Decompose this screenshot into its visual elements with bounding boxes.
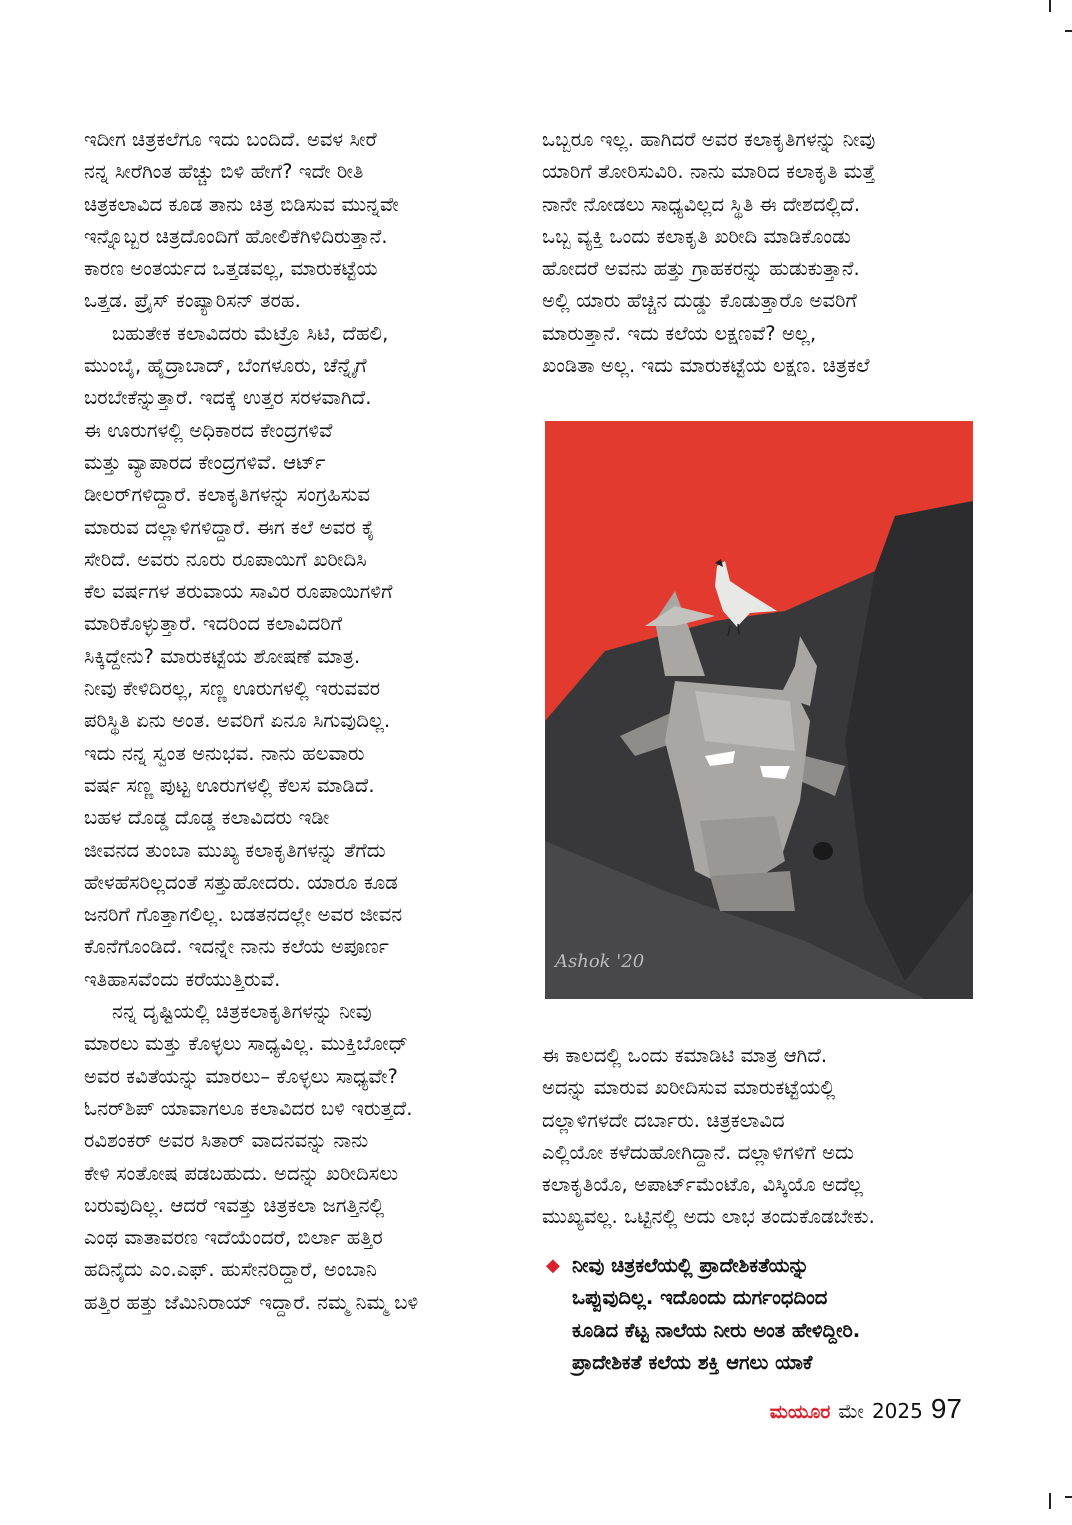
text-line: ಕೊನೆಗೊಂಡಿದೆ. ಇದನ್ನೇ ನಾನು ಕಲೆಯ ಅಪೂರ್ಣ [84,935,389,959]
text-line: ಈ ಊರುಗಳಲ್ಲಿ ಅಧಿಕಾರದ ಕೇಂದ್ರಗಳಿವೆ [84,418,333,442]
text-line: ಜೀವನದ ತುಂಬಾ ಮುಖ್ಯ ಕಲಾಕೃತಿಗಳನ್ನು ತೆಗೆದು [84,838,386,862]
text-line: ರವಿಶಂಕರ್ ಅವರ ಸಿತಾರ್ ವಾದನವನ್ನು ನಾನು [84,1129,369,1153]
text-line: ಮುಖ್ಯವಲ್ಲ. ಒಟ್ಟಿನಲ್ಲಿ ಅದು ಲಾಭ ತಂದುಕೊಡಬೇಕು. [542,1205,875,1229]
text-line: ಒಬ್ಬ ವ್ಯಕ್ತಿ ಒಂದು ಕಲಾಕೃತಿ ಖರೀದಿ ಮಾಡಿಕೊಂಡು [542,224,851,248]
crop-mark [1065,1496,1072,1498]
crop-mark [1065,30,1072,32]
text-line: ಹತ್ತಿರ ಹತ್ತು ಜೆಮಿನಿರಾಯ್ ಇದ್ದಾರೆ. ನಮ್ಮ ನಿಮ್ಮ ಬಳಿ [84,1290,419,1314]
question-line: ಕೂಡಿದ ಕೆಟ್ಟ ನಾಲೆಯ ನೀರು ಅಂತ ಹೇಳಿದ್ದೀರಿ. [572,1318,861,1342]
question-text [546,1250,966,1379]
text-line: ಮಾರುತ್ತಾನೆ. ಇದು ಕಲೆಯ ಲಕ್ಷಣವೆ? ಅಲ್ಲ, [542,321,817,345]
page-number: 97 [930,1393,962,1424]
text-line: ಇದು ನನ್ನ ಸ್ವಂತ ಅನುಭವ. ನಾನು ಹಲವಾರು [84,741,365,765]
text-line: ನೀವು ಕೇಳಿದಿರಲ್ಲ, ಸಣ್ಣ ಊರುಗಳಲ್ಲಿ ಇರುವವರ [84,677,381,701]
left-column [84,124,504,1319]
text-line: ಒತ್ತಡ. ಪ್ರೈಸ್ ಕಂಪ್ಯಾರಿಸನ್ ತರಹ. [84,289,301,313]
text-line: ದಲ್ಲಾಳಿಗಳದೇ ದರ್ಬಾರು. ಚಿತ್ರಕಲಾವಿದ [542,1108,785,1132]
text-line: ಓನರ್‌ಶಿಪ್ ಯಾವಾಗಲೂ ಕಲಾವಿದರ ಬಳಿ ಇರುತ್ತದೆ. [84,1096,413,1120]
text-line: ಮಾರಿಕೊಳ್ಳುತ್ತಾರೆ. ಇದರಿಂದ ಕಲಾವಿದರಿಗೆ [84,612,343,636]
text-line: ಎಂಥ ವಾತಾವರಣ ಇದೆಯೆಂದರೆ, ಬಿರ್ಲಾ ಹತ್ತಿರ [84,1226,383,1250]
text-line: ಖಂಡಿತಾ ಅಲ್ಲ. ಇದು ಮಾರುಕಟ್ಟೆಯ ಲಕ್ಷಣ. ಚಿತ್ರಕಲೆ [542,354,870,378]
text-line: ಹೇಳಹೆಸರಿಲ್ಲದಂತೆ ಸತ್ತುಹೋದರು. ಯಾರೂ ಕೂಡ [84,870,398,894]
page-footer [770,1393,962,1425]
text-line: ವರ್ಷ ಸಣ್ಣ ಪುಟ್ಟ ಊರುಗಳಲ್ಲಿ ಕೆಲಸ ಮಾಡಿದೆ. [84,773,375,797]
text-line: ಅವರ ಕವಿತೆಯನ್ನು ಮಾರಲು– ಕೊಳ್ಳಲು ಸಾಧ್ಯವೇ? [84,1064,398,1088]
crop-mark [1049,0,1051,12]
text-line: ಇನ್ನೊಬ್ಬರ ಚಿತ್ರದೊಂದಿಗೆ ಹೋಲಿಕೆಗಿಳಿದಿರುತ್ತಾನೆ. [84,224,388,248]
text-line: ಡೀಲರ್‌ಗಳಿದ್ದಾರೆ. ಕಲಾಕೃತಿಗಳನ್ನು ಸಂಗ್ರಹಿಸುವ [84,483,371,507]
text-line: ಬರಬೇಕೆನ್ನುತ್ತಾರೆ. ಇದಕ್ಕೆ ಉತ್ತರ ಸರಳವಾಗಿದೆ. [84,386,372,410]
text-line: ಸೇರಿದೆ. ಅವರು ನೂರು ರೂಪಾಯಿಗೆ ಖರೀದಿಸಿ [84,547,367,571]
text-line: ಎಲ್ಲಿಯೋ ಕಳೆದುಹೋಗಿದ್ದಾನೆ. ದಲ್ಲಾಳಿಗಳಿಗೆ ಅದು [542,1140,855,1164]
text-line: ನನ್ನ ದೃಷ್ಟಿಯಲ್ಲಿ ಚಿತ್ರಕಲಾಕೃತಿಗಳನ್ನು ನೀವು [112,1000,372,1024]
issue-year: 2025 [871,1399,923,1423]
question-line: ಒಪ್ಪುವುದಿಲ್ಲ. ಇದೊಂದು ದುರ್ಗಂಧದಿಂದ [572,1286,828,1310]
text-line: ಅದನ್ನು ಮಾರುವ ಖರೀದಿಸುವ ಮಾರುಕಟ್ಟೆಯಲ್ಲಿ [542,1076,836,1100]
text-line: ಕೆಲ ವರ್ಷಗಳ ತರುವಾಯ ಸಾವಿರ ರೂಪಾಯಿಗಳಿಗೆ [84,580,393,604]
bull-eye-right [760,766,790,779]
text-line: ನನ್ನ ಸೀರೆಗಿಂತ ಹೆಚ್ಚು ಬಿಳಿ ಹೇಗೆ? ಇದೇ ರೀತಿ [84,160,364,184]
text-line: ಪರಿಸ್ಥಿತಿ ಏನು ಅಂತ. ಅವರಿಗೆ ಏನೂ ಸಿಗುವುದಿಲ್ಲ. [84,709,391,733]
painting-artwork [545,421,973,999]
text-line: ಇದೀಗ ಚಿತ್ರಕಲೆಗೂ ಇದು ಬಂದಿದೆ. ಅವಳ ಸೀರೆ [84,128,377,151]
text-line: ಕಾರಣ ಅಂತರ್ಯದ ಒತ್ತಡವಲ್ಲ, ಮಾರುಕಟ್ಟೆಯ [84,257,378,281]
text-line: ಹೋದರೆ ಅವನು ಹತ್ತು ಗ್ರಾಹಕರನ್ನು ಹುಡುಕುತ್ತಾನೆ. [542,257,860,281]
text-line: ಕಲಾಕೃತಿಯೊ, ಅಪಾರ್ಟ್‌ಮೆಂಟೊ, ವಿಸ್ಕಿಯೊ ಅದೆಲ್ಲ [542,1173,863,1197]
text-line: ನಾನೇ ನೋಡಲು ಸಾಧ್ಯವಿಲ್ಲದ ಸ್ಥಿತಿ ಈ ದೇಶದಲ್ಲಿದೆ. [542,192,861,216]
diamond-bullet-icon: ◆ [546,1255,560,1276]
text-line: ಕೇಳಿ ಸಂತೋಷ ಪಡಬಹುದು. ಅದನ್ನು ಖರೀದಿಸಲು [84,1161,399,1185]
text-line: ಇತಿಹಾಸವೆಂದು ಕರೆಯುತ್ತಿರುವೆ. [84,967,281,991]
bull-painting [545,421,973,999]
text-line: ಜನರಿಗೆ ಗೊತ್ತಾಗಲಿಲ್ಲ. ಬಡತನದಲ್ಲೇ ಅವರ ಜೀವನ [84,903,403,927]
text-line: ಬರುವುದಿಲ್ಲ. ಆದರೆ ಇವತ್ತು ಚಿತ್ರಕಲಾ ಜಗತ್ತಿನಲ್ಲಿ [84,1193,385,1217]
text-line: ಸಿಕ್ಕಿದ್ದೇನು? ಮಾರುಕಟ್ಟೆಯ ಶೋಷಣೆ ಮಾತ್ರ. [84,644,361,668]
text-line: ಹದಿನೈದು ಎಂ.ಎಫ್. ಹುಸೇನರಿದ್ದಾರೆ, ಅಂಬಾನಿ [84,1258,377,1282]
text-line: ಮತ್ತು ವ್ಯಾಪಾರದ ಕೇಂದ್ರಗಳಿವೆ. ಆರ್ಟ್ [84,450,326,474]
text-line: ಮಾರಲು ಮತ್ತು ಕೊಳ್ಳಲು ಸಾಧ್ಯವಿಲ್ಲ. ಮುಕ್ತಿಬೋಧ್ [84,1032,408,1056]
crop-mark [1049,1493,1051,1509]
text-line: ಅಲ್ಲಿ ಯಾರು ಹೆಚ್ಚಿನ ದುಡ್ಡು ಕೊಡುತ್ತಾರೊ ಅವರಿಗೆ [542,289,857,313]
bull-nostril [813,842,833,860]
question-line: ಪ್ರಾದೇಶಿಕತೆ ಕಲೆಯ ಶಕ್ತಿ ಆಗಲು ಯಾಕೆ [572,1350,813,1374]
right-column-top [542,124,972,382]
text-line: ಚಿತ್ರಕಲಾವಿದ ಕೂಡ ತಾನು ಚಿತ್ರ ಬಿಡಿಸುವ ಮುನ್ನವೇ [84,192,399,216]
text-line: ಮುಂಬೈ, ಹೈದ್ರಾಬಾದ್, ಬೆಂಗಳೂರು, ಚೆನ್ನೈಗೆ [84,354,367,378]
text-line: ಈ ಕಾಲದಲ್ಲಿ ಒಂದು ಕಮಾಡಿಟಿ ಮಾತ್ರ ಆಗಿದೆ. [542,1044,828,1067]
painting-signature: Ashok '20 [555,951,645,972]
interview-question [546,1250,966,1379]
text-line: ಒಬ್ಬರೂ ಇಲ್ಲ. ಹಾಗಿದರೆ ಅವರ ಕಲಾಕೃತಿಗಳನ್ನು ನೀವು [542,128,876,151]
right-column-bottom [542,1040,972,1234]
text-line: ಯಾರಿಗೆ ತೋರಿಸುವಿರಿ. ನಾನು ಮಾರಿದ ಕಲಾಕೃತಿ ಮತ್ತೆ [542,160,876,184]
text-line: ಬಹಳ ದೊಡ್ಡ ದೊಡ್ಡ ಕಲಾವಿದರು ಇಡೀ [84,806,330,830]
text-line: ಬಹುತೇಕ ಕಲಾವಿದರು ಮೆಟ್ರೊ ಸಿಟಿ, ದೆಹಲಿ, [112,321,389,345]
text-line: ಮಾರುವ ದಲ್ಲಾಳಿಗಳಿದ್ದಾರೆ. ಈಗ ಕಲೆ ಅವರ ಕೈ [84,515,375,539]
issue-month: ಮೇ [838,1399,864,1423]
magazine-brand: ಮಯೂರ [769,1401,831,1423]
question-line: ನೀವು ಚಿತ್ರಕಲೆಯಲ್ಲಿ ಪ್ರಾದೇಶಿಕತೆಯನ್ನು [572,1254,810,1277]
